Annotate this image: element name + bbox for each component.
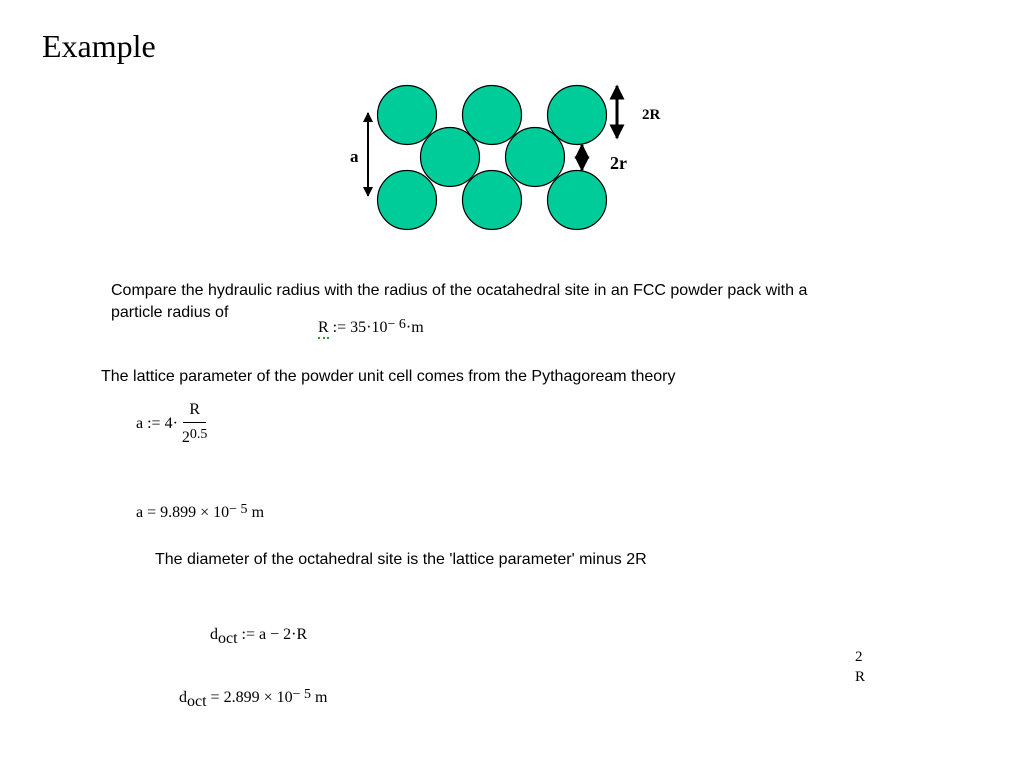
den-exponent: 0.5 [189,427,208,442]
slide-title: Example [42,28,156,64]
d-result-exponent: − 5 [292,687,311,702]
side-note-line-2: R [855,669,866,685]
intro-line-1: Compare the hydraulic radius with the radius of the ocatahedral site in an FCC powder pack with a [111,282,808,299]
doct-result [179,687,328,710]
var-R: R [318,319,329,339]
doct-definition [210,626,308,647]
d-result-base: 10 [276,689,293,706]
particle-circle [548,171,607,230]
label-2r: 2r [610,153,627,173]
den-base: 2 [181,429,190,446]
fraction [182,401,208,447]
particle-circle [506,128,565,187]
a-result-exponent: − 5 [229,502,248,517]
particle-circle [378,171,437,230]
radius-definition [318,319,424,337]
a-result-base: 10 [213,504,230,521]
label-a: a [350,147,359,166]
side-note [855,647,865,687]
d-result-unit: m [315,689,328,706]
R-unit: ·m [405,319,424,336]
assign-op: := [332,319,347,336]
particle-circle [378,86,437,145]
a-lhs: a := 4· [136,415,178,432]
particle-circle [463,171,522,230]
d-rhs: := a − 2·R [241,626,308,643]
label-2R: 2R [642,107,661,123]
fraction-denominator [182,423,208,447]
d-result-subscript: oct [187,693,207,710]
particle-circle [463,86,522,145]
R-exponent: − 6 [387,317,406,332]
d-var: d [210,626,218,643]
side-note-line-1: 2 [855,649,863,665]
R-mantissa: 35·10 [350,319,388,336]
lattice-sentence: The lattice parameter of the powder unit cell comes from the Pythagoream theory [101,368,676,385]
fcc-packing-diagram [350,78,661,238]
particle-circle [421,128,480,187]
particle-circle [548,86,607,145]
a-result-lhs: a = 9.899 × [136,504,210,521]
intro-paragraph [111,280,807,324]
diameter-sentence: The diameter of the octahedral site is the 'lattice parameter' minus 2R [155,551,647,568]
lattice-definition [136,401,207,447]
lattice-result [136,504,264,522]
d-subscript: oct [218,630,238,647]
d-result-var: d [179,689,187,706]
d-result-rhs: = 2.899 × [210,689,273,706]
intro-line-2: particle radius of [111,304,229,321]
fraction-numerator: R [183,401,206,423]
a-result-unit: m [251,504,265,521]
